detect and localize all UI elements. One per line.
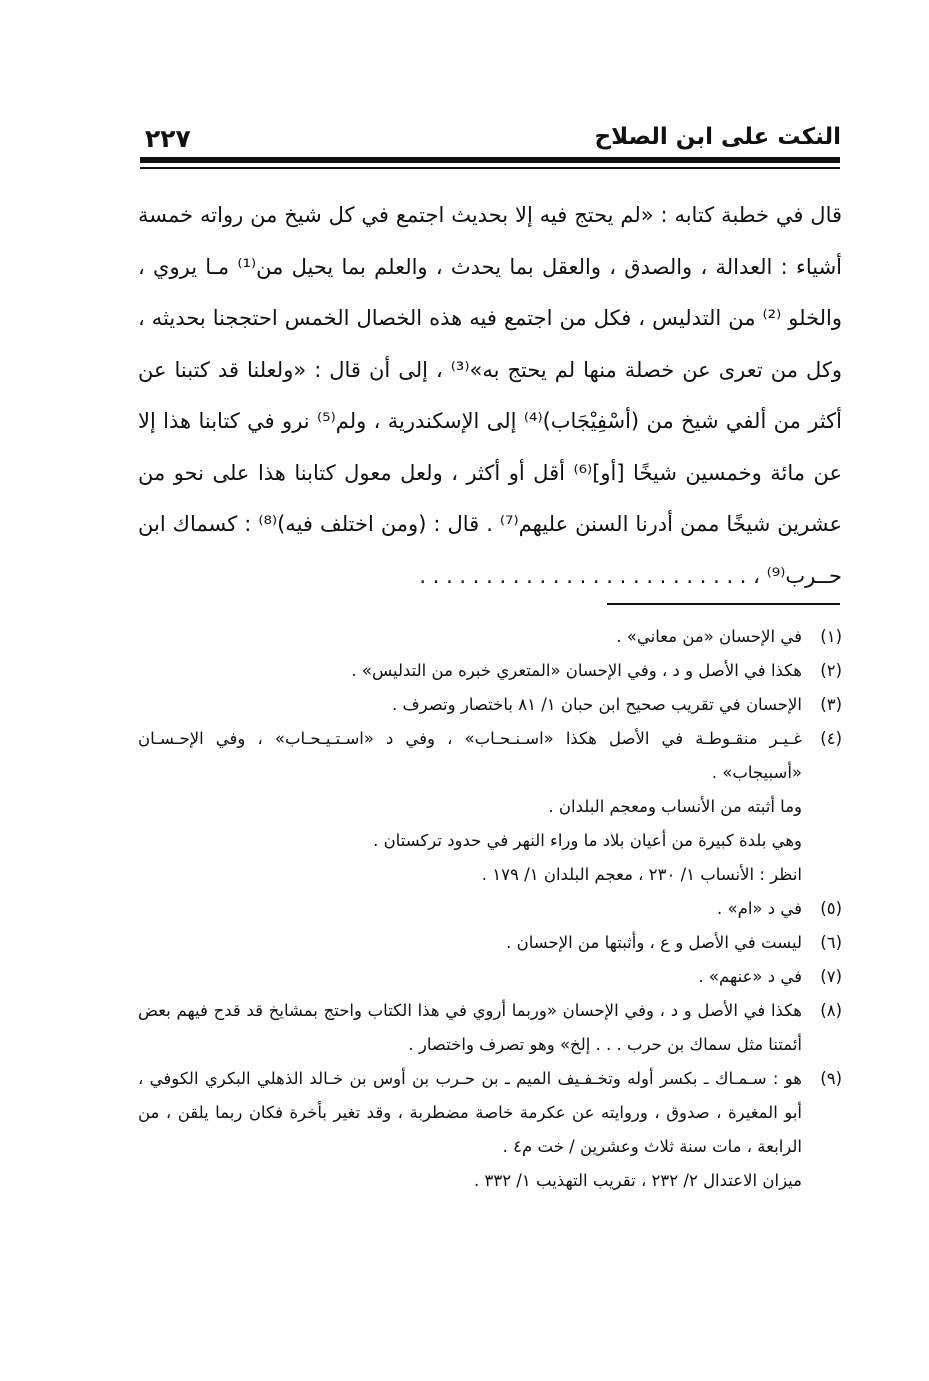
footnote-text — [138, 960, 802, 994]
footnote-separator — [607, 603, 840, 605]
page-number: ٢٢٧ — [145, 124, 191, 153]
footnote-text — [138, 994, 802, 1062]
footnote — [138, 620, 842, 654]
footnote-line: هكذا في الأصل و د ، وفي الإحسان «وربما أروي في هذا الكتاب واحتج بمشايخ قد قدح فيهم بعض أئمتنا مثل سماك بن حرب . . . إلخ» وهو تصرف واختصار . — [138, 1001, 802, 1054]
main-text — [138, 190, 842, 602]
footnote-text — [138, 1062, 802, 1198]
footnote-number: (٥) — [820, 899, 842, 918]
header-rule-thin — [140, 167, 840, 169]
footnote-number: (٨) — [820, 1001, 842, 1020]
footnote — [138, 960, 842, 994]
footnote — [138, 722, 842, 892]
main-paragraph: قال في خطبة كتابه : «لم يحتج فيه إلا بحديث اجتمع في كل شيخ من رواته خمسة أشياء : العدالة ، والصدق ، والعقل بما يحدث ، والعلم بما يحيل من⁽¹⁾ مـا يروي ، والخلو ⁽²⁾ من التدليس ، فكل من اجتمع فيه هذه الخصال الخمس احتججنا بحديثه ، وكل من تعرى عن خصلة منها لم يحتج به»⁽³⁾ ، إلى أن قال : «ولعلنا قد كتبنا عن أكثر من ألفي شيخ من (أسْفِيْجَاب)⁽⁴⁾ إلى الإسكندرية ، ولم⁽⁵⁾ نرو في كتابنا هذا إلا عن مائة وخمسين شيخًا [أو]⁽⁶⁾ أقل أو أكثر ، ولعل معول كتابنا هذا على نحو من عشرين شيخًا ممن أدرنا السنن عليهم⁽⁷⁾ . قال : (ومن اختلف فيه)⁽⁸⁾ : كسماك ابن حــرب⁽⁹⁾ ، . . . . . . . . . . . . . . . . . . . . . . . . . — [138, 203, 842, 588]
footnote-line: في د «عنهم» . — [698, 967, 802, 986]
footnote-number: (٢) — [820, 661, 842, 680]
footnote-text — [138, 926, 802, 960]
footnote — [138, 654, 842, 688]
footnote-line: غـيـر منقـوطـة في الأصل هكذا «اسـنـحـاب» ، وفي د «اسـتـيـحـاب» ، وفي الإحـسـان «أسبيجاب» . — [138, 729, 802, 782]
footnote-number: (١) — [820, 627, 842, 646]
footnote-number: (٤) — [820, 729, 842, 748]
footnote — [138, 1062, 842, 1198]
running-header-title: النكت على ابن الصلاح — [594, 124, 841, 150]
footnote — [138, 926, 842, 960]
footnote-number: (٣) — [820, 695, 842, 714]
footnote-text — [138, 892, 802, 926]
header-rule-thick — [140, 157, 840, 163]
footnote-line: الإحسان في تقريب صحيح ابن حبان ١/ ٨١ باختصار وتصرف . — [392, 695, 802, 714]
footnote-number: (٦) — [820, 933, 842, 952]
footnote-line: وما أثبته من الأنساب ومعجم البلدان . — [548, 797, 802, 816]
footnote-number: (٩) — [820, 1069, 842, 1088]
footnote-line: انظر : الأنساب ١/ ٢٣٠ ، معجم البلدان ١/ ١٧٩ . — [481, 865, 802, 884]
footnote-line: وهي بلدة كبيرة من أعيان بلاد ما وراء النهر في حدود تركستان . — [373, 831, 802, 850]
footnote-line: في د «ام» . — [717, 899, 802, 918]
footnote-text — [138, 722, 802, 892]
footnotes — [138, 620, 842, 1198]
footnote — [138, 994, 842, 1062]
footnote-text — [138, 654, 802, 688]
footnote-number: (٧) — [820, 967, 842, 986]
footnote-line: هو : سـمـاك ـ بكسر أوله وتخـفـيف الميم ـ بن حـرب بن أوس بن خـالد الذهلي البكري الكوفي ، أبو المغيرة ، صدوق ، وروايته عن عكرمة خاصة مضطربة ، وقد تغير بأخرة فكان ربما يلقن ، من الرابعة ، مات سنة ثلاث وعشرين / خت م٤ . — [138, 1069, 802, 1156]
footnote-line: في الإحسان «من معاني» . — [616, 627, 802, 646]
footnote-line: ميزان الاعتدال ٢/ ٢٣٢ ، تقريب التهذيب ١/ ٣٣٢ . — [473, 1171, 802, 1190]
footnote-line: هكذا في الأصل و د ، وفي الإحسان «المتعري خبره من التدليس» . — [351, 661, 802, 680]
footnote — [138, 892, 842, 926]
footnote-text — [138, 620, 802, 654]
footnote — [138, 688, 842, 722]
footnote-line: ليست في الأصل و ع ، وأثبتها من الإحسان . — [506, 933, 802, 952]
footnote-text — [138, 688, 802, 722]
